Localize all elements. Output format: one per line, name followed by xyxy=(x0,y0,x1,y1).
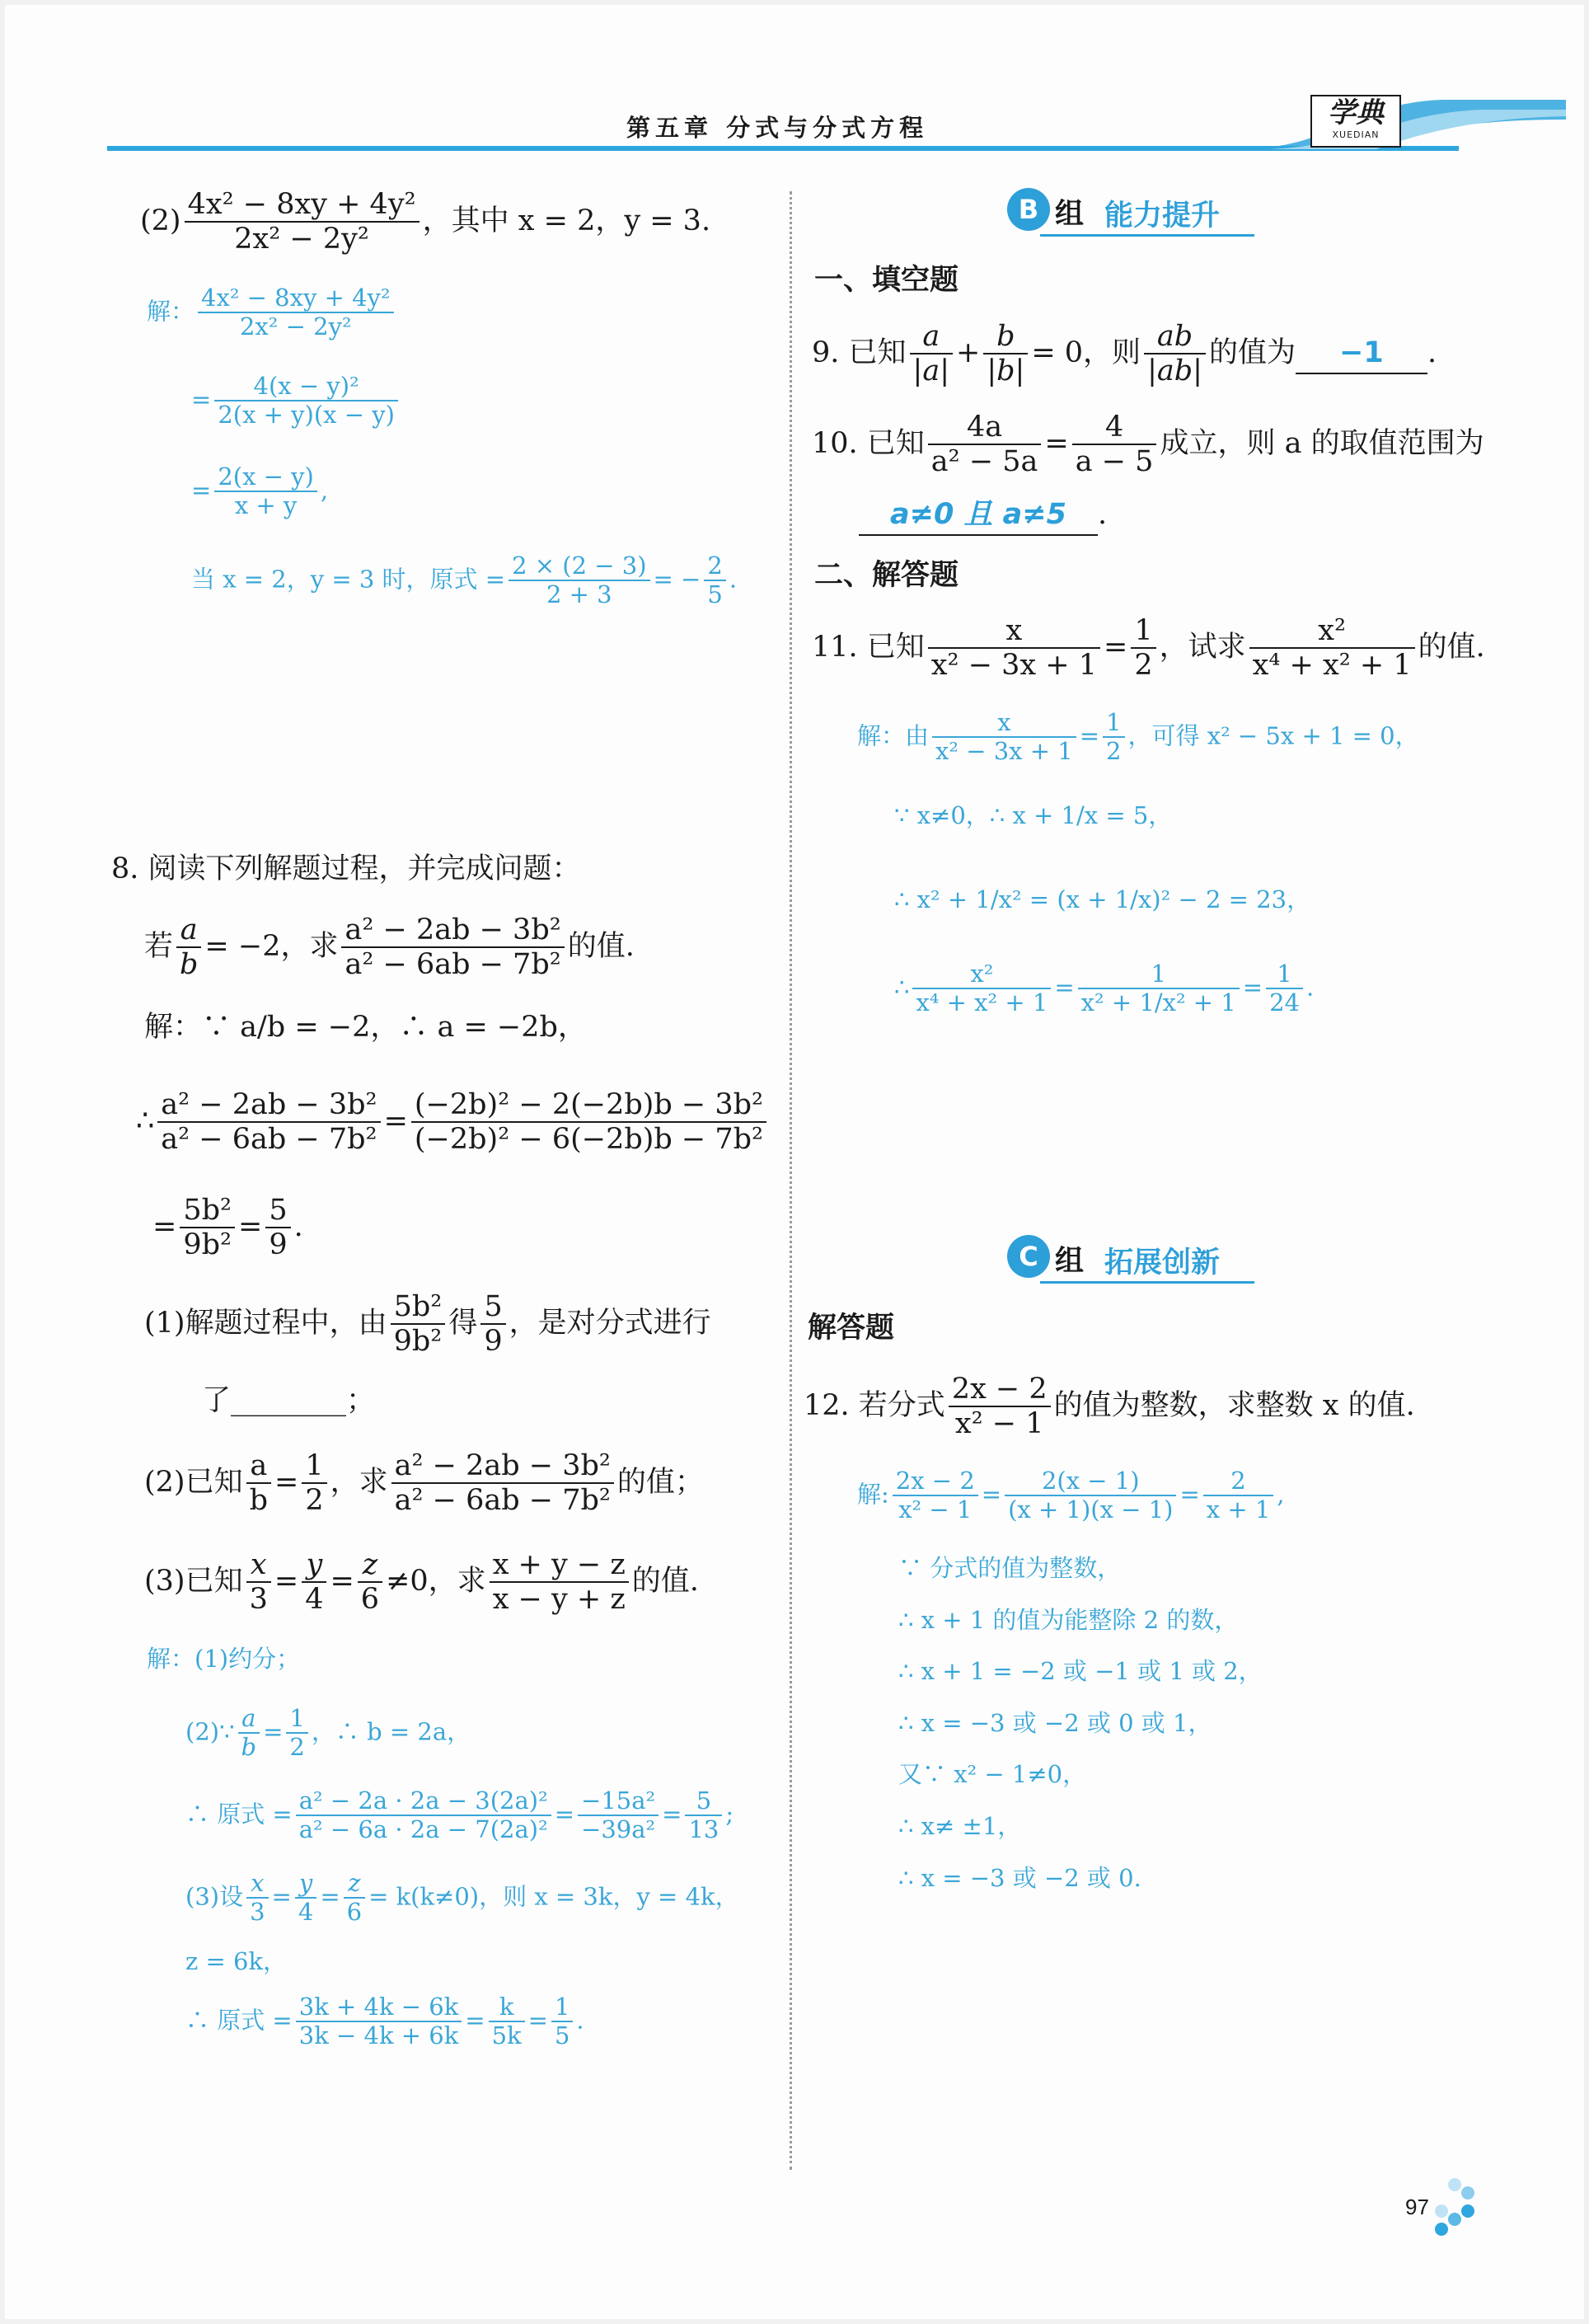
denominator: −39a² xyxy=(581,1815,656,1844)
fraction xyxy=(296,1993,462,2050)
text: 12. 若分式 xyxy=(804,1388,945,1422)
denominator: x² − 3x + 1 xyxy=(930,649,1097,683)
group-c-heading xyxy=(1007,1235,1271,1281)
group-underline xyxy=(1040,1281,1254,1284)
numerator: x² xyxy=(912,960,1051,989)
fraction xyxy=(391,1449,614,1518)
denominator: 9b² xyxy=(393,1325,443,1359)
denominator: 13 xyxy=(688,1815,720,1844)
group-label: 组 xyxy=(1055,198,1085,231)
denominator: x² − 3x + 1 xyxy=(935,737,1073,766)
denominator: 5 xyxy=(707,580,723,609)
denominator: (−2b)² − 6(−2b)b − 7b² xyxy=(414,1123,764,1157)
numerator: 2 × (2 − 3) xyxy=(509,552,649,581)
numerator: 3k + 4k − 6k xyxy=(296,1993,462,2022)
numerator: 2x − 2 xyxy=(893,1467,978,1496)
fraction xyxy=(1266,960,1303,1017)
numerator: 2x − 2 xyxy=(949,1373,1051,1407)
numerator: 2(x − y) xyxy=(214,463,317,492)
question-10-answer-line: a≠0 且 a≠5 . xyxy=(859,495,1107,536)
text: 的值； xyxy=(616,1465,704,1499)
fraction xyxy=(912,960,1051,1017)
text: (3)已知 xyxy=(144,1564,243,1598)
numerator: 2 xyxy=(704,552,725,581)
fraction xyxy=(214,463,317,520)
text: (3)设 xyxy=(185,1882,244,1911)
blank-answer: −1 xyxy=(1339,336,1384,369)
text: 10. 已知 xyxy=(812,426,925,460)
text: (2)∵ xyxy=(185,1717,235,1746)
fraction xyxy=(341,913,564,982)
question-10: 10. 已知 $\frac{4a}{\text{a² − 5a}}$ = $\frac{4}{a - 5}$ 成立，则 a 的取值范围为 xyxy=(812,411,1484,479)
text: (2)已知 xyxy=(144,1465,243,1499)
group-title: 拓展创新 xyxy=(1104,1247,1221,1279)
text: 成立，则 a 的取值范围为 xyxy=(1160,426,1484,460)
fraction: $\frac{b}{|b|}$ xyxy=(983,320,1028,388)
text: 解：由 xyxy=(857,721,930,750)
group-letter: C xyxy=(1007,1235,1050,1278)
denominator: 9b² xyxy=(183,1228,232,1262)
question-11: 11. 已知 $\frac{x}{\text{x² − 3x + 1}}$ = $\frac{1}{2}$ ，试求 $\frac{\text{x²}}{\text{x⁴ + x² + 1}}$ 的值. xyxy=(812,614,1485,683)
question-8-title: 8. 阅读下列解题过程，并完成问题： xyxy=(111,852,581,885)
fraction xyxy=(949,1373,1051,1441)
text: ∴ 原式 = xyxy=(185,1800,293,1829)
answer-8-line-6: ∴ 原式 = $\frac{3k + 4k - 6k}{3k - 4k + 6k}$ = $\frac{k}{5k}$ = $\frac{1}{5}$ . xyxy=(185,1993,584,2050)
numerator: x xyxy=(928,614,1100,649)
question-12 xyxy=(804,1373,1415,1441)
answer-blank xyxy=(859,495,1098,536)
answer-8-line-5: z = 6k， xyxy=(185,1947,288,1975)
answer-12-line-8: ∴ x = −3 或 −2 或 0. xyxy=(898,1864,1141,1892)
text: = 0，则 xyxy=(1031,336,1141,369)
denominator: x² − 1 xyxy=(898,1495,973,1524)
section-solve: 二、解答题 xyxy=(814,559,959,592)
solution-label: 解： xyxy=(147,297,195,326)
numerator: 5b² xyxy=(180,1194,235,1228)
answer-8-line-1: 解：(1)约分； xyxy=(147,1645,301,1673)
answer-12-line-5: ∴ x = −3 或 −2 或 0 或 1， xyxy=(898,1709,1212,1737)
text: 的值. xyxy=(567,929,635,963)
step-text: = − xyxy=(653,565,701,594)
denominator: 2(x + y)(x − y) xyxy=(218,401,395,430)
numerator: 4x² − 8xy + 4y² xyxy=(185,188,420,223)
question-8-solution-1: 解：∵ a/b = −2，∴ a = −2b， xyxy=(144,1011,587,1044)
fraction: $\frac{1}{2}$ xyxy=(1103,709,1124,766)
numerator: a² − 2a · 2a − 3(2a)² xyxy=(296,1787,551,1816)
text: 得 xyxy=(448,1306,478,1340)
denominator: 3k − 4k + 6k xyxy=(298,2021,459,2050)
denominator: x² − 1 xyxy=(954,1407,1044,1441)
fraction: $\frac{a}{b}$ xyxy=(238,1705,260,1762)
text: = xyxy=(274,1465,299,1499)
denominator: x⁴ + x² + 1 xyxy=(916,988,1048,1017)
fraction xyxy=(685,1787,722,1844)
numerator: 2 xyxy=(1203,1467,1274,1496)
answer-12-line-6: 又∵ x² − 1≠0， xyxy=(898,1760,1087,1788)
question-9: 9. 已知 $\frac{a}{|a|}$ + $\frac{b}{|b|}$ = 0，则 $\frac{ab}{|ab|}$ 的值为 −1 . xyxy=(812,320,1437,388)
numerator: k xyxy=(489,1993,525,2022)
text: (1)解题过程中，由 xyxy=(144,1306,387,1340)
numerator: x² xyxy=(1249,614,1415,649)
text: 的值为整数，求整数 x 的值. xyxy=(1053,1388,1415,1422)
header-wave-decoration xyxy=(1236,95,1566,151)
denominator: (x + 1)(x − 1) xyxy=(1008,1495,1174,1524)
blank-answer: a≠0 且 a≠5 xyxy=(890,498,1066,531)
question-7-2 xyxy=(140,188,710,256)
fraction xyxy=(391,1290,446,1359)
fraction xyxy=(411,1088,766,1157)
numerator: 5 xyxy=(265,1194,290,1228)
text: = −2，求 xyxy=(204,929,339,963)
numerator: x + y − z xyxy=(490,1548,629,1583)
denominator: 5 xyxy=(554,2021,570,2050)
text: 9. 已知 xyxy=(812,336,907,369)
answer-11-line-1: 解：由 $\frac{x}{\text{x² − 3x + 1}}$ = $\frac{1}{2}$ ，可得 x² − 5x + 1 = 0， xyxy=(857,708,1419,766)
numerator: a² − 2ab − 3b² xyxy=(391,1449,614,1484)
section-fill-in: 一、填空题 xyxy=(814,264,959,297)
fraction xyxy=(198,284,394,341)
denominator: 5k xyxy=(491,2021,522,2050)
answer-11-line-4: ∴ $\frac{\text{x²}}{\text{x⁴ + x² + 1}}$ = $\frac{1}{\text{x² + 1/x² + 1}}$ = $\frac{1}{24}$ . xyxy=(894,960,1315,1017)
question-8-part-1 xyxy=(144,1290,711,1359)
numerator: 4(x − y)² xyxy=(214,373,398,401)
text: 的值为 xyxy=(1208,336,1296,369)
numerator: a² − 2ab − 3b² xyxy=(157,1088,380,1123)
page-header xyxy=(107,95,1467,153)
group-letter: B xyxy=(1007,188,1050,231)
text: = k(k≠0)，则 x = 3k，y = 4k， xyxy=(368,1882,739,1911)
fraction xyxy=(704,552,725,609)
chapter-title: 第五章 分式与分式方程 xyxy=(626,114,929,142)
answer-blank xyxy=(1296,333,1427,374)
fraction xyxy=(1203,1467,1274,1524)
denominator: 2 xyxy=(305,1484,324,1518)
numerator: 4a xyxy=(928,411,1042,445)
denominator: 2x² − 2y² xyxy=(234,223,369,256)
text: ，可得 x² − 5x + 1 = 0， xyxy=(1127,721,1419,750)
numerator: 5b² xyxy=(391,1290,446,1325)
numerator: 1 xyxy=(1266,960,1303,989)
fraction xyxy=(928,411,1042,479)
question-tail: ，其中 x = 2，y = 3. xyxy=(422,204,711,237)
numerator: 4 xyxy=(1072,411,1157,445)
fraction: $\frac{a}{|a|}$ xyxy=(910,320,953,388)
fraction: $\frac{1}{2}$ xyxy=(1131,614,1155,683)
denominator: a² − 6ab − 7b² xyxy=(345,948,561,982)
denominator: a² − 5a xyxy=(930,445,1038,479)
fraction xyxy=(551,1993,573,2050)
fraction xyxy=(489,1993,525,2050)
denominator: a² − 6a · 2a − 7(2a)² xyxy=(298,1815,548,1844)
text: ≠0，求 xyxy=(386,1564,486,1598)
fraction xyxy=(246,1449,271,1518)
denominator: 24 xyxy=(1269,988,1300,1017)
denominator: b xyxy=(249,1484,268,1518)
answer-11-line-3: ∴ x² + 1/x² = (x + 1/x)² − 2 = 23， xyxy=(894,885,1311,913)
fraction xyxy=(1005,1467,1176,1524)
answer-8-line-2: (2)∵ $\frac{a}{b}$ = $\frac{1}{2}$ ，∴ b = 2a， xyxy=(185,1704,471,1762)
group-label: 组 xyxy=(1055,1245,1085,1278)
group-b-heading xyxy=(1007,188,1271,234)
denominator: a² − 6ab − 7b² xyxy=(394,1484,611,1518)
question-8-solution-3: = $\frac{\text{5b²}}{\text{9b²}}$ = $\frac{5}{9}$ . xyxy=(152,1194,303,1262)
brand-logo xyxy=(1310,95,1401,148)
denominator: x² + 1/x² + 1 xyxy=(1080,988,1236,1017)
numerator: 5 xyxy=(480,1290,505,1325)
denominator: a² − 6ab − 7b² xyxy=(161,1123,377,1157)
fraction: $\frac{x}{3}$ xyxy=(246,1870,268,1927)
fraction: $\frac{a}{b}$ xyxy=(176,913,201,982)
fraction xyxy=(509,552,649,609)
question-label: (2) xyxy=(140,204,181,237)
denominator: 2x² − 2y² xyxy=(239,312,352,341)
fraction xyxy=(490,1548,629,1617)
numerator: 5 xyxy=(685,1787,722,1816)
fraction: $\frac{ab}{|ab|}$ xyxy=(1144,320,1206,388)
fraction xyxy=(157,1088,380,1157)
text: ，是对分式进行 xyxy=(509,1306,711,1340)
fraction xyxy=(265,1194,290,1262)
answer-7-2-step3: = $\frac{2(x - y)}{x + y}$ , xyxy=(191,462,329,520)
answer-12-line-4: ∴ x + 1 = −2 或 −1 或 1 或 2， xyxy=(898,1657,1263,1685)
answer-12-line-2: ∵ 分式的值为整数， xyxy=(898,1554,1122,1582)
numerator: 1 xyxy=(551,1993,573,2022)
fraction: $\frac{1}{2}$ xyxy=(286,1705,307,1762)
numerator: 2(x − 1) xyxy=(1005,1467,1176,1496)
numerator: 4x² − 8xy + 4y² xyxy=(198,284,394,313)
hexagon-dots-decoration xyxy=(1430,2176,1479,2251)
text: 11. 已知 xyxy=(812,630,925,664)
text: 的值. xyxy=(631,1564,699,1598)
answer-12-line-3: ∴ x + 1 的值为能整除 2 的数， xyxy=(898,1606,1239,1634)
numerator: −15a² xyxy=(578,1787,659,1816)
fraction xyxy=(578,1787,659,1844)
section-solve-c: 解答题 xyxy=(808,1312,895,1345)
fraction xyxy=(185,188,420,256)
text: ，求 xyxy=(330,1465,388,1499)
fraction xyxy=(932,709,1076,766)
fraction xyxy=(1072,411,1157,479)
page-number: 97 xyxy=(1405,2195,1429,2219)
numerator: (−2b)² − 2(−2b)b − 3b² xyxy=(411,1088,766,1123)
answer-8-line-3: ∴ 原式 = $\frac{\text{a² − 2a · 2a − 3(2a)²}}{\text{a² − 6a · 2a − 7(2a)²}}$ = $\frac{\text{−15a²}}{\text{−39a²}}$ = $\frac{5}{13}$ ; xyxy=(185,1786,734,1844)
fraction: $\frac{x}{3}$ xyxy=(246,1548,271,1617)
fraction xyxy=(480,1290,505,1359)
fraction xyxy=(302,1449,326,1518)
denominator: 9 xyxy=(269,1228,288,1262)
fraction: $\frac{z}{6}$ xyxy=(358,1548,382,1617)
answer-11-line-2: ∵ x≠0，∴ x + 1/x = 5， xyxy=(894,801,1173,829)
denominator: a − 5 xyxy=(1075,445,1154,479)
answer-12-line-7: ∴ x≠ ±1， xyxy=(898,1812,1022,1840)
fraction xyxy=(296,1787,551,1844)
fraction xyxy=(1249,614,1415,683)
answer-8-line-4: (3)设 $\frac{x}{3}$ = $\frac{y}{4}$ = $\frac{z}{6}$ = k(k≠0)，则 x = 3k，y = 4k， xyxy=(185,1869,739,1927)
denominator: 2 + 3 xyxy=(546,580,612,609)
group-title: 能力提升 xyxy=(1104,200,1221,232)
question-8-part-3: (3)已知 $\frac{x}{3}$ = $\frac{y}{4}$ = $\frac{z}{6}$ ≠0，求 $\frac{x + y - z}{x - y + z}$ 的值. xyxy=(144,1548,699,1617)
denominator: x + y xyxy=(234,491,298,520)
text: ∴ 原式 = xyxy=(185,2006,293,2035)
column-divider xyxy=(790,191,792,2170)
fraction: $\frac{y}{4}$ xyxy=(295,1870,316,1927)
numerator: 1 xyxy=(1078,960,1240,989)
text: ，试求 xyxy=(1159,630,1246,664)
brand-name: 学典 xyxy=(1328,96,1384,129)
fraction xyxy=(893,1467,978,1524)
fraction xyxy=(1078,960,1240,1017)
answer-12-line-1: 解: $\frac{2x - 2}{\text{x² − 1}}$ = $\frac{2(x - 1)}{(x + 1)(x - 1)}$ = $\frac{2}{x + 1}$ , xyxy=(857,1467,1285,1524)
text: 若 xyxy=(144,929,174,963)
numerator: a² − 2ab − 3b² xyxy=(341,913,564,948)
question-8-solution-2: ∴ $\frac{\text{a² − 2ab − 3b²}}{\text{a² − 6ab − 7b²}}$ = $\frac{\text{(−2b)² − 2(−2b)b − 3b²}}{\text{(−2b)² − 6(−2b)b − 7b²}}$ xyxy=(136,1088,770,1157)
question-8-part-2 xyxy=(144,1449,704,1518)
question-8-condition xyxy=(144,913,635,982)
text: ，∴ b = 2a， xyxy=(311,1717,471,1746)
denominator: 9 xyxy=(484,1325,503,1359)
fraction xyxy=(928,614,1100,683)
numerator: 1 xyxy=(302,1449,326,1484)
numerator: a xyxy=(246,1449,271,1484)
question-8-part-1-blank: 了________； xyxy=(202,1384,376,1417)
fraction: $\frac{y}{4}$ xyxy=(302,1548,326,1617)
fraction xyxy=(180,1194,235,1262)
fraction: $\frac{z}{6}$ xyxy=(344,1870,365,1927)
step-text: 当 x = 2，y = 3 时，原式 = xyxy=(191,565,506,594)
brand-name-en: XUEDIAN xyxy=(1332,129,1380,140)
answer-7-2-step4: 当 x = 2，y = 3 时，原式 = $\frac{2 \times (2 - 3)}{2 + 3}$ = − $\frac{2}{5}$ . xyxy=(191,552,738,609)
numerator: x xyxy=(932,709,1076,738)
denominator: x − y + z xyxy=(492,1583,626,1617)
text: 的值. xyxy=(1418,630,1485,664)
fraction xyxy=(214,373,398,430)
denominator: x + 1 xyxy=(1206,1495,1271,1524)
denominator: x⁴ + x² + 1 xyxy=(1252,649,1412,683)
answer-7-2-step2: = $\frac{\text{4(x − y)²}}{2(x + y)(x - y)}$ xyxy=(191,373,401,430)
answer-7-2-step1 xyxy=(147,284,397,341)
group-underline xyxy=(1040,234,1254,237)
